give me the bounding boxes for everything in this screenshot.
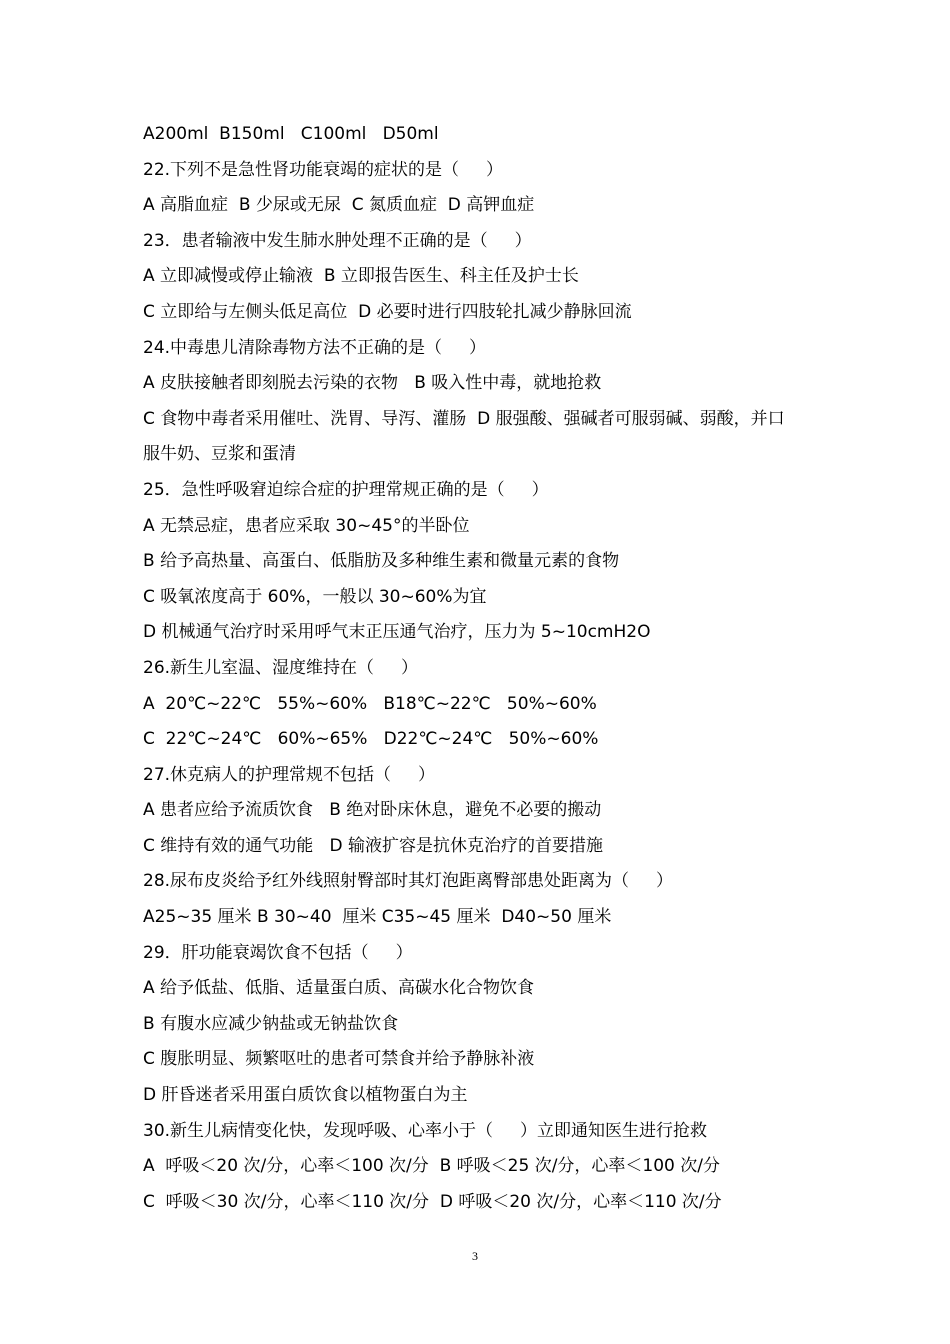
answer-options-q24-ab: A 皮肤接触者即刻脱去污染的衣物 B 吸入性中毒，就地抢救 — [143, 373, 602, 394]
question-30: 30.新生儿病情变化快，发现呼吸、心率小于（ ）立即通知医生进行抢救 — [143, 1120, 708, 1141]
answer-option-q25-c: C 吸氧浓度高于 60%，一般以 30~60%为宜 — [143, 586, 487, 607]
answer-options-q28: A25~35 厘米 B 30~40 厘米 C35~45 厘米 D40~50 厘米 — [143, 907, 612, 928]
page-number: 3 — [472, 1249, 478, 1263]
answer-options-q23-cd: C 立即给与左侧头低足高位 D 必要时进行四肢轮扎减少静脉回流 — [143, 301, 632, 322]
answer-options-q30-ab: A 呼吸＜20 次/分，心率＜100 次/分 B 呼吸＜25 次/分，心率＜100 次/分 — [143, 1156, 720, 1177]
question-24: 24.中毒患儿清除毒物方法不正确的是（ ） — [143, 337, 487, 358]
answer-option-q29-b: B 有腹水应减少钠盐或无钠盐饮食 — [143, 1013, 399, 1034]
answer-option-q25-d: D 机械通气治疗时采用呼气末正压通气治疗，压力为 5~10cmH2O — [143, 622, 651, 643]
answer-options-q27-ab: A 患者应给予流质饮食 B 绝对卧床休息，避免不必要的搬动 — [143, 800, 602, 821]
answer-options-q27-cd: C 维持有效的通气功能 D 输液扩容是抗休克治疗的首要措施 — [143, 835, 603, 856]
question-29: 29．肝功能衰竭饮食不包括（ ） — [143, 942, 413, 963]
answer-option-q29-a: A 给予低盐、低脂、适量蛋白质、高碳水化合物饮食 — [143, 978, 535, 999]
answer-options-q23-ab: A 立即减慢或停止输液 B 立即报告医生、科主任及护士长 — [143, 266, 579, 287]
answer-option-q29-d: D 肝昏迷者采用蛋白质饮食以植物蛋白为主 — [143, 1085, 468, 1106]
answer-option-q25-a: A 无禁忌症，患者应采取 30~45°的半卧位 — [143, 515, 470, 536]
answer-options-q26-ab: A 20℃~22℃ 55%~60% B18℃~22℃ 50%~60% — [143, 693, 597, 714]
question-28: 28.尿布皮炎给予红外线照射臀部时其灯泡距离臀部患处距离为（ ） — [143, 871, 674, 892]
answer-options-q26-cd: C 22℃~24℃ 60%~65% D22℃~24℃ 50%~60% — [143, 729, 599, 750]
answer-options-q24-cd: C 食物中毒者采用催吐、洗胃、导泻、灌肠 D 服强酸、强碱者可服弱碱、弱酸，并口 — [143, 408, 785, 429]
answer-option-q29-c: C 腹胀明显、频繁呕吐的患者可禁食并给予静脉补液 — [143, 1049, 535, 1070]
answer-options-q22: A 高脂血症 B 少尿或无尿 C 氮质血症 D 高钾血症 — [143, 195, 535, 216]
question-22: 22.下列不是急性肾功能衰竭的症状的是（ ） — [143, 159, 504, 180]
question-27: 27.休克病人的护理常规不包括（ ） — [143, 764, 436, 785]
question-23: 23．患者输液中发生肺水肿处理不正确的是（ ） — [143, 230, 532, 251]
question-content — [143, 117, 823, 1220]
question-25: 25．急性呼吸窘迫综合症的护理常规正确的是（ ） — [143, 479, 549, 500]
answer-options-q21: A200ml B150ml C100ml D50ml — [143, 124, 439, 144]
answer-options-q24-continued: 服牛奶、豆浆和蛋清 — [143, 444, 296, 465]
answer-option-q25-b: B 给予高热量、高蛋白、低脂肪及多种维生素和微量元素的食物 — [143, 551, 620, 572]
question-26: 26.新生儿室温、湿度维持在（ ） — [143, 657, 419, 678]
answer-options-q30-cd: C 呼吸＜30 次/分，心率＜110 次/分 D 呼吸＜20 次/分，心率＜110 次/分 — [143, 1191, 722, 1212]
